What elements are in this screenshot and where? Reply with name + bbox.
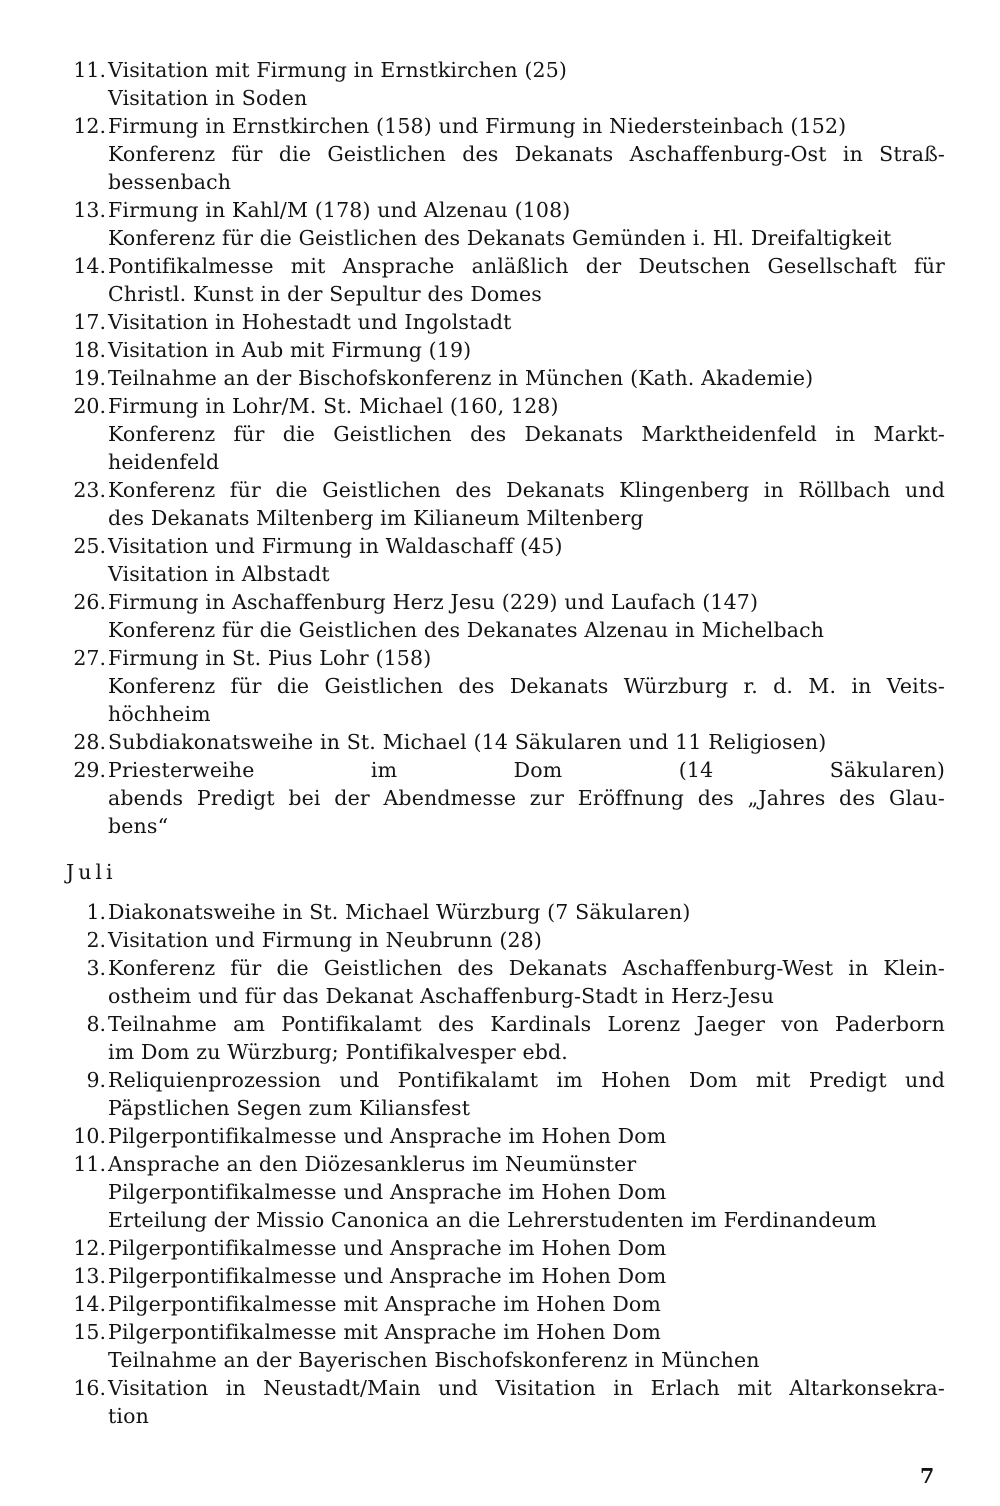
list-item <box>60 364 945 392</box>
entry-day: 12. <box>73 1236 106 1260</box>
entry-day: 13. <box>73 198 106 222</box>
entry-line: Pilgerpontifikalmesse und Ansprache im Hohen Dom <box>108 1180 667 1204</box>
entry-text <box>108 644 945 728</box>
entry-text <box>108 588 945 644</box>
entry-line: Visitation in Albstadt <box>108 562 330 586</box>
list-item <box>60 728 945 756</box>
entry-line: bens“ <box>108 814 169 838</box>
list-item <box>60 644 945 728</box>
entry-line: Pilgerpontifikalmesse und Ansprache im Hohen Dom <box>108 1264 667 1288</box>
list-item <box>60 1374 945 1430</box>
entry-line: Firmung in Kahl/M (178) und Alzenau (108) <box>108 198 571 222</box>
entry-line: Visitation in Aub mit Firmung (19) <box>108 338 472 362</box>
entry-line: Teilnahme am Pontifikalamt des Kardinals Lorenz Jaeger von Paderborn <box>108 1012 945 1036</box>
entry-day: 14. <box>73 254 106 278</box>
entry-text <box>108 336 945 364</box>
entry-text <box>108 756 945 840</box>
entry-line: Visitation und Firmung in Waldaschaff (45) <box>108 534 563 558</box>
entry-day: 13. <box>73 1264 106 1288</box>
entry-day: 20. <box>73 394 106 418</box>
entry-day: 2. <box>86 928 106 952</box>
entry-day: 9. <box>86 1068 106 1092</box>
entry-line: Pilgerpontifikalmesse mit Ansprache im Hohen Dom <box>108 1320 661 1344</box>
entry-line: Firmung in St. Pius Lohr (158) <box>108 646 432 670</box>
list-item <box>60 476 945 532</box>
entry-text <box>108 196 945 252</box>
list-item <box>60 1290 945 1318</box>
list-item <box>60 56 945 112</box>
entry-line: Konferenz für die Geistlichen des Dekanats Aschaffenburg-West in Klein- <box>108 956 945 980</box>
list-item <box>60 1066 945 1122</box>
entry-line: höchheim <box>108 702 211 726</box>
entry-line: Konferenz für die Geistlichen des Dekanats Klingenberg in Röllbach und <box>108 478 945 502</box>
section-heading-juli: Juli <box>66 860 117 884</box>
entry-text <box>108 1318 945 1374</box>
entry-line: Teilnahme an der Bischofskonferenz in München (Kath. Akademie) <box>108 366 814 390</box>
entry-line: Visitation mit Firmung in Ernstkirchen (25) <box>108 58 568 82</box>
entry-day: 18. <box>73 338 106 362</box>
entry-line: Pilgerpontifikalmesse und Ansprache im Hohen Dom <box>108 1236 667 1260</box>
entry-day: 3. <box>86 956 106 980</box>
list-item <box>60 1234 945 1262</box>
entry-line: Pilgerpontifikalmesse mit Ansprache im Hohen Dom <box>108 1292 661 1316</box>
list-item <box>60 112 945 196</box>
entry-day: 12. <box>73 114 106 138</box>
entry-line: abends Predigt bei der Abendmesse zur Eröffnung des „Jahres des Glau- <box>108 786 945 810</box>
entry-text <box>108 1150 945 1234</box>
list-item <box>60 1010 945 1066</box>
entry-text <box>108 1066 945 1122</box>
entry-text <box>108 252 945 308</box>
entry-day: 1. <box>86 900 106 924</box>
entry-line: des Dekanats Miltenberg im Kilianeum Miltenberg <box>108 506 644 530</box>
entry-day: 15. <box>73 1320 106 1344</box>
entry-day: 10. <box>73 1124 106 1148</box>
entry-list-july <box>60 898 945 1430</box>
entry-day: 28. <box>73 730 106 754</box>
entry-day: 23. <box>73 478 106 502</box>
entry-line: Teilnahme an der Bayerischen Bischofskonferenz in München <box>108 1348 760 1372</box>
list-item <box>60 196 945 252</box>
list-item <box>60 1318 945 1374</box>
entry-line: Firmung in Ernstkirchen (158) und Firmung in Niedersteinbach (152) <box>108 114 847 138</box>
entry-line: im Dom zu Würzburg; Pontifikalvesper ebd. <box>108 1040 568 1064</box>
entry-line: Reliquienprozession und Pontifikalamt im Hohen Dom mit Predigt und <box>108 1068 945 1092</box>
entry-day: 26. <box>73 590 106 614</box>
entry-line: Erteilung der Missio Canonica an die Lehrerstudenten im Ferdinandeum <box>108 1208 877 1232</box>
entry-day: 29. <box>73 758 106 782</box>
entry-text <box>108 1234 945 1262</box>
list-item <box>60 308 945 336</box>
entry-text <box>108 728 945 756</box>
entry-line: Firmung in Lohr/M. St. Michael (160, 128) <box>108 394 559 418</box>
list-item <box>60 392 945 476</box>
entry-text <box>108 476 945 532</box>
entry-day: 16. <box>73 1376 106 1400</box>
entry-text <box>108 1262 945 1290</box>
entry-text <box>108 926 945 954</box>
entry-text <box>108 1122 945 1150</box>
entry-line: Konferenz für die Geistlichen des Dekanats Aschaffenburg-Ost in Straß- <box>108 142 945 166</box>
list-item <box>60 926 945 954</box>
entry-day: 11. <box>73 1152 106 1176</box>
entry-text <box>108 532 945 588</box>
entry-text <box>108 1010 945 1066</box>
entry-line: Konferenz für die Geistlichen des Dekanats Gemünden i. Hl. Dreifaltigkeit <box>108 226 892 250</box>
entry-line: Firmung in Aschaffenburg Herz Jesu (229) und Laufach (147) <box>108 590 759 614</box>
entry-text <box>108 112 945 196</box>
entry-line: Konferenz für die Geistlichen des Dekanates Alzenau in Michelbach <box>108 618 825 642</box>
entry-text <box>108 898 945 926</box>
entry-day: 27. <box>73 646 106 670</box>
list-item <box>60 756 945 840</box>
entry-line: Visitation und Firmung in Neubrunn (28) <box>108 928 543 952</box>
entry-text <box>108 308 945 336</box>
entry-text <box>108 392 945 476</box>
page-number: 7 <box>920 1464 935 1488</box>
list-item <box>60 588 945 644</box>
entry-line: ostheim und für das Dekanat Aschaffenburg-Stadt in Herz-Jesu <box>108 984 775 1008</box>
entry-line: Priesterweihe im Dom (14 Säkularen) <box>108 758 945 782</box>
entry-line: Christl. Kunst in der Sepultur des Domes <box>108 282 542 306</box>
entry-text <box>108 1374 945 1430</box>
entry-day: 14. <box>73 1292 106 1316</box>
entry-line: Konferenz für die Geistlichen des Dekanats Würzburg r. d. M. in Veits- <box>108 674 945 698</box>
entry-line: Pontifikalmesse mit Ansprache anläßlich der Deutschen Gesellschaft für <box>108 254 945 278</box>
entry-line: Visitation in Soden <box>108 86 308 110</box>
list-item <box>60 252 945 308</box>
list-item <box>60 898 945 926</box>
entry-line: Pilgerpontifikalmesse und Ansprache im Hohen Dom <box>108 1124 667 1148</box>
entry-text <box>108 364 945 392</box>
entry-day: 17. <box>73 310 106 334</box>
entry-line: Visitation in Hohestadt und Ingolstadt <box>108 310 512 334</box>
entry-line: Ansprache an den Diözesanklerus im Neumünster <box>108 1152 637 1176</box>
entry-line: tion <box>108 1404 149 1428</box>
entry-day: 11. <box>73 58 106 82</box>
list-item <box>60 532 945 588</box>
entry-line: heidenfeld <box>108 450 220 474</box>
entry-text <box>108 56 945 112</box>
entry-day: 8. <box>86 1012 106 1036</box>
entry-day: 25. <box>73 534 106 558</box>
entry-text <box>108 954 945 1010</box>
entry-line: Visitation in Neustadt/Main und Visitation in Erlach mit Altarkonsekra- <box>108 1376 945 1400</box>
entry-line: Päpstlichen Segen zum Kiliansfest <box>108 1096 471 1120</box>
entry-day: 19. <box>73 366 106 390</box>
entry-text <box>108 1290 945 1318</box>
entry-line: Subdiakonatsweihe in St. Michael (14 Säkularen und 11 Religiosen) <box>108 730 827 754</box>
list-item <box>60 954 945 1010</box>
entry-line: bessenbach <box>108 170 232 194</box>
entry-list-june <box>60 56 945 840</box>
entry-line: Diakonatsweihe in St. Michael Würzburg (7 Säkularen) <box>108 900 691 924</box>
list-item <box>60 336 945 364</box>
list-item <box>60 1262 945 1290</box>
list-item <box>60 1150 945 1234</box>
entry-line: Konferenz für die Geistlichen des Dekanats Marktheidenfeld in Markt- <box>108 422 945 446</box>
list-item <box>60 1122 945 1150</box>
